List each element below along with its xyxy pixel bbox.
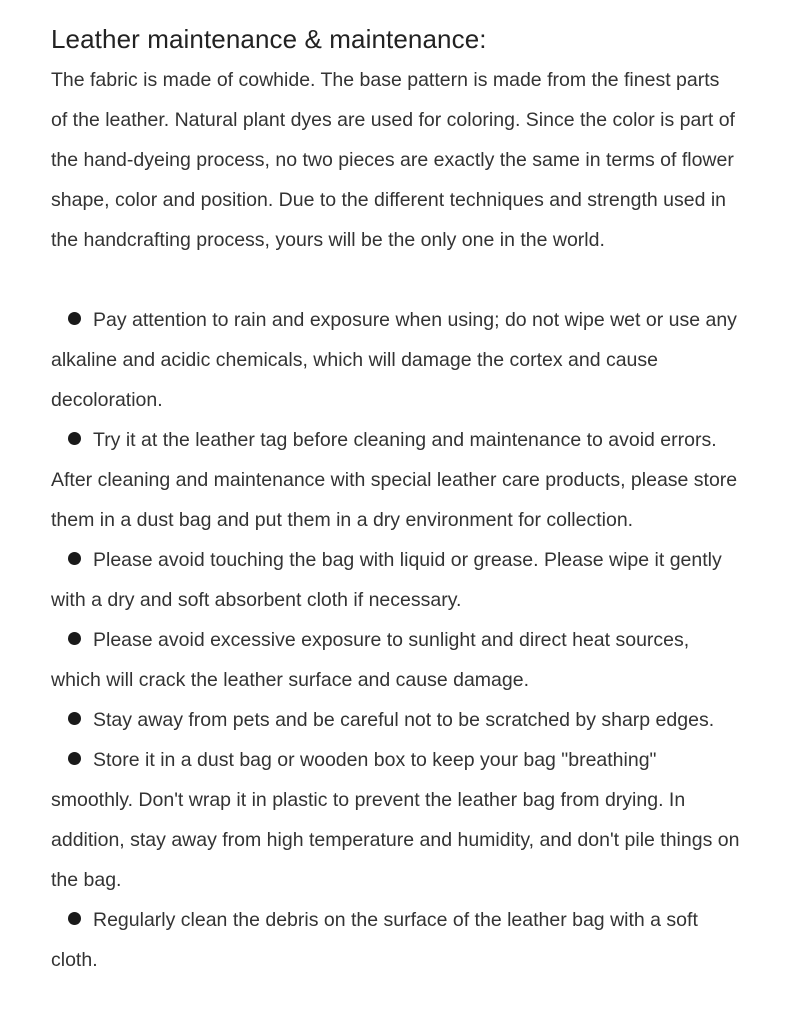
care-bullet-list — [51, 300, 741, 980]
bullet-dot-icon — [68, 912, 81, 925]
section-spacer — [51, 260, 741, 300]
bullet-text: Stay away from pets and be careful not to be scratched by sharp edges. — [93, 709, 715, 731]
bullet-dot-icon — [68, 632, 81, 645]
bullet-text: Regularly clean the debris on the surface of the leather bag with a soft cloth. — [51, 909, 698, 971]
bullet-dot-icon — [68, 752, 81, 765]
bullet-item — [51, 420, 741, 540]
bullet-text: Try it at the leather tag before cleaning and maintenance to avoid errors. After cleaning and maintenance with special leather care products, please store them in a dust bag and put them in a dry environment for collection. — [51, 429, 738, 531]
bullet-text: Store it in a dust bag or wooden box to keep your bag "breathing" smoothly. Don't wrap it in plastic to prevent the leather bag from drying. In addition, stay away from high temperature and humidity, and don't pile things on the bag. — [51, 749, 740, 891]
bullet-text: Please avoid touching the bag with liquid or grease. Please wipe it gently with a dry and soft absorbent cloth if necessary. — [51, 549, 722, 611]
page-title: Leather maintenance & maintenance: — [51, 24, 487, 54]
bullet-text: Pay attention to rain and exposure when using; do not wipe wet or use any alkaline and acidic chemicals, which will damage the cortex and cause decoloration. — [51, 309, 737, 411]
bullet-item — [51, 620, 741, 700]
bullet-dot-icon — [68, 312, 81, 325]
bullet-item — [51, 300, 741, 420]
bullet-item — [51, 740, 741, 900]
bullet-item — [51, 700, 741, 740]
bullet-item — [51, 900, 741, 980]
bullet-dot-icon — [68, 552, 81, 565]
bullet-dot-icon — [68, 712, 81, 725]
intro-paragraph: The fabric is made of cowhide. The base pattern is made from the finest parts of the leather. Natural plant dyes are used for coloring. Since the color is part of the hand-dyeing process, no two pieces are exactly the same in terms of flower shape, color and position. Due to the different techniques and strength used in the handcrafting process, yours will be the only one in the world. — [51, 69, 735, 251]
bullet-item — [51, 540, 741, 620]
care-document — [51, 18, 741, 980]
bullet-text: Please avoid excessive exposure to sunlight and direct heat sources, which will crack the leather surface and cause damage. — [51, 629, 690, 691]
bullet-dot-icon — [68, 432, 81, 445]
